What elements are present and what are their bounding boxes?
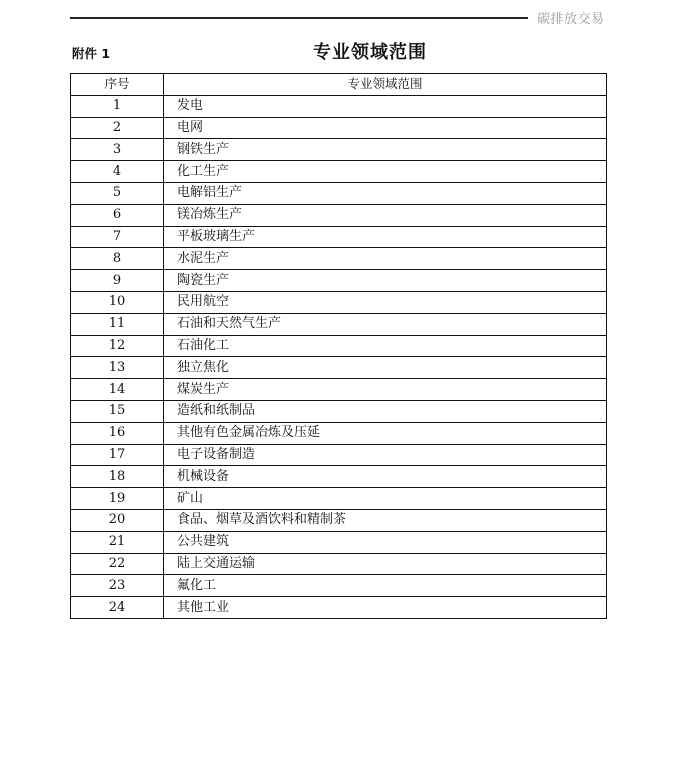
- watermark-text: 碳排放交易: [537, 12, 605, 27]
- table-row: [71, 161, 607, 183]
- scope-table: [70, 73, 607, 619]
- row-number: 24: [71, 597, 164, 619]
- row-number: 20: [71, 509, 164, 531]
- row-scope-name: 其他工业: [164, 597, 607, 619]
- row-number: 4: [71, 161, 164, 183]
- table-row: [71, 357, 607, 379]
- row-number: 1: [71, 95, 164, 117]
- row-scope-name: 电子设备制造: [164, 444, 607, 466]
- row-scope-name: 氟化工: [164, 575, 607, 597]
- row-scope-name: 其他有色金属冶炼及压延: [164, 422, 607, 444]
- row-number: 23: [71, 575, 164, 597]
- row-number: 11: [71, 313, 164, 335]
- row-scope-name: 电网: [164, 117, 607, 139]
- table-row: [71, 466, 607, 488]
- table-header-row: [71, 74, 607, 96]
- row-scope-name: 电解铝生产: [164, 182, 607, 204]
- column-header-number: 序号: [71, 74, 164, 96]
- row-number: 14: [71, 379, 164, 401]
- row-scope-name: 煤炭生产: [164, 379, 607, 401]
- row-number: 17: [71, 444, 164, 466]
- row-scope-name: 石油化工: [164, 335, 607, 357]
- table-row: [71, 379, 607, 401]
- row-scope-name: 机械设备: [164, 466, 607, 488]
- row-number: 10: [71, 291, 164, 313]
- row-number: 18: [71, 466, 164, 488]
- row-scope-name: 石油和天然气生产: [164, 313, 607, 335]
- row-scope-name: 镁冶炼生产: [164, 204, 607, 226]
- row-scope-name: 陆上交通运输: [164, 553, 607, 575]
- table-row: [71, 335, 607, 357]
- row-number: 15: [71, 400, 164, 422]
- table-row: [71, 117, 607, 139]
- table-row: [71, 444, 607, 466]
- row-scope-name: 造纸和纸制品: [164, 400, 607, 422]
- row-number: 8: [71, 248, 164, 270]
- row-number: 3: [71, 139, 164, 161]
- row-number: 21: [71, 531, 164, 553]
- table-row: [71, 400, 607, 422]
- table-row: [71, 553, 607, 575]
- row-number: 7: [71, 226, 164, 248]
- row-scope-name: 水泥生产: [164, 248, 607, 270]
- page-title: 专业领域范围: [313, 42, 427, 63]
- row-number: 2: [71, 117, 164, 139]
- table-row: [71, 531, 607, 553]
- table-row: [71, 182, 607, 204]
- table-row: [71, 270, 607, 292]
- row-number: 16: [71, 422, 164, 444]
- table-row: [71, 488, 607, 510]
- row-scope-name: 独立焦化: [164, 357, 607, 379]
- table-row: [71, 313, 607, 335]
- row-scope-name: 发电: [164, 95, 607, 117]
- table-row: [71, 139, 607, 161]
- attachment-label: 附件 1: [72, 46, 111, 61]
- table-row: [71, 248, 607, 270]
- column-header-scope: 专业领域范围: [164, 74, 607, 96]
- row-scope-name: 化工生产: [164, 161, 607, 183]
- table-body: [71, 95, 607, 618]
- row-scope-name: 食品、烟草及酒饮料和精制茶: [164, 509, 607, 531]
- table-row: [71, 204, 607, 226]
- row-number: 13: [71, 357, 164, 379]
- row-scope-name: 公共建筑: [164, 531, 607, 553]
- table-row: [71, 422, 607, 444]
- table-row: [71, 597, 607, 619]
- row-number: 5: [71, 182, 164, 204]
- row-scope-name: 民用航空: [164, 291, 607, 313]
- row-scope-name: 矿山: [164, 488, 607, 510]
- row-scope-name: 钢铁生产: [164, 139, 607, 161]
- table-row: [71, 95, 607, 117]
- row-scope-name: 陶瓷生产: [164, 270, 607, 292]
- table-row: [71, 509, 607, 531]
- row-number: 19: [71, 488, 164, 510]
- row-number: 12: [71, 335, 164, 357]
- header-rule: [70, 17, 528, 19]
- table-row: [71, 575, 607, 597]
- row-number: 22: [71, 553, 164, 575]
- row-number: 9: [71, 270, 164, 292]
- row-number: 6: [71, 204, 164, 226]
- table-row: [71, 226, 607, 248]
- row-scope-name: 平板玻璃生产: [164, 226, 607, 248]
- table-row: [71, 291, 607, 313]
